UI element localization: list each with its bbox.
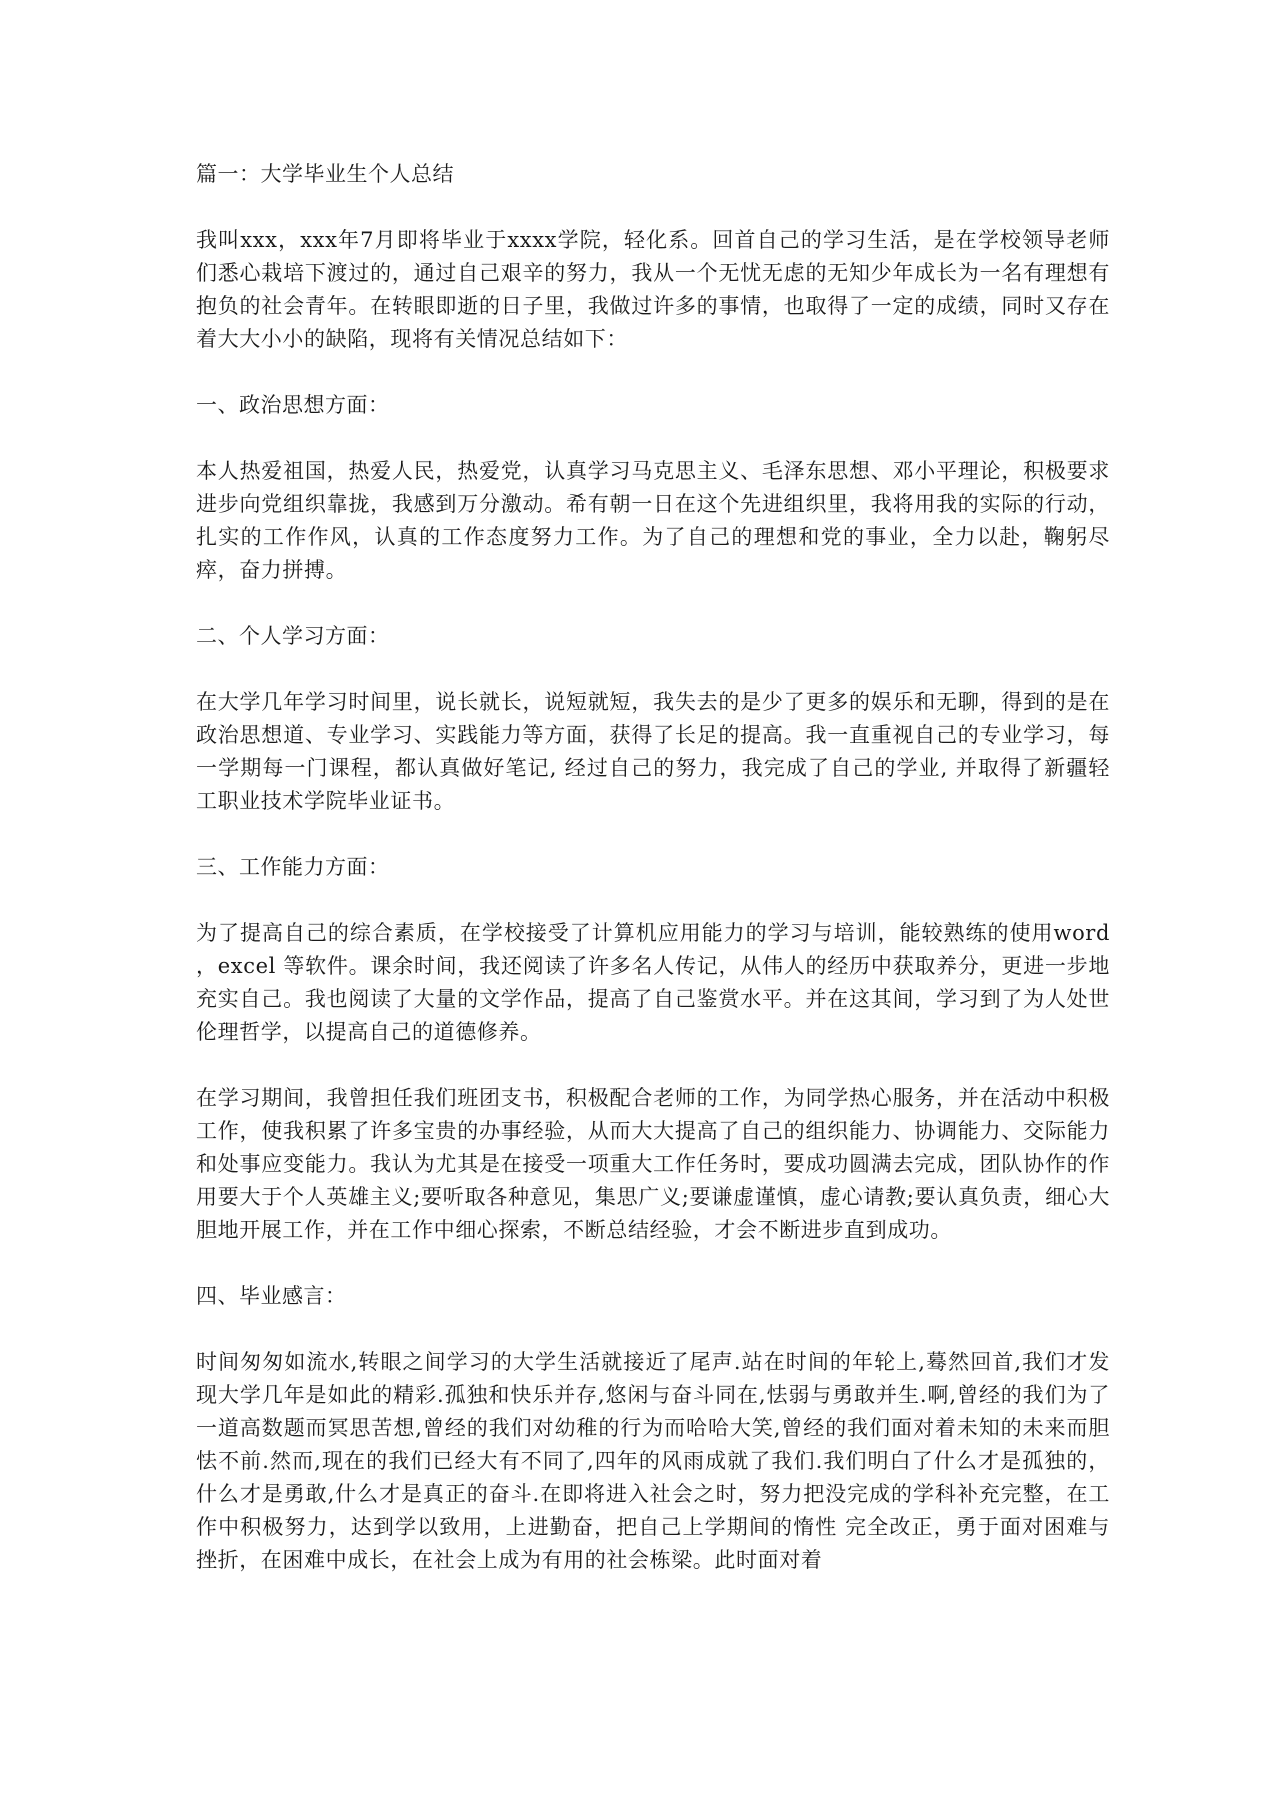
section-paragraph-work-ability-1: 为了提高自己的综合素质，在学校接受了计算机应用能力的学习与培训，能较熟练的使用word ，excel 等软件。课余时间，我还阅读了许多名人传记，从伟人的经历中获取养分，更进一步地充实自己。我也阅读了大量的文学作品，提高了自己鉴赏水平。并在这其间，学习到了为人处世伦理哲学，以提高自己的道德修养。 (196, 921, 1110, 1044)
section-paragraph-work-ability-2: 在学习期间，我曾担任我们班团支书，积极配合老师的工作，为同学热心服务，并在活动中积极工作，使我积累了许多宝贵的办事经验，从而大大提高了自己的组织能力、协调能力、交际能力和处事应变能力。我认为尤其是在接受一项重大工作任务时，要成功圆满去完成，团队协作的作用要大于个人英雄主义;要听取各种意见，集思广义;要谦虚谨慎，虚心请教;要认真负责，细心大胆地开展工作，并在工作中细心探索，不断总结经验，才会不断进步直到成功。 (196, 1086, 1110, 1242)
section-title-study: 二、个人学习方面： (196, 624, 390, 648)
section-paragraph-study: 在大学几年学习时间里，说长就长，说短就短，我失去的是少了更多的娱乐和无聊，得到的是在政治思想道、专业学习、实践能力等方面，获得了长足的提高。我一直重视自己的专业学习，每一学期每一门课程，都认真做好笔记, 经过自己的努力，我完成了自己的学业, 并取得了新疆轻工职业技术学院毕业证书。 (196, 690, 1110, 813)
section-title-graduation-thoughts: 四、毕业感言： (196, 1284, 347, 1308)
section-paragraph-graduation-thoughts: 时间匆匆如流水,转眼之间学习的大学生活就接近了尾声.站在时间的年轮上,蓦然回首,我们才发现大学几年是如此的精彩.孤独和快乐并存,悠闲与奋斗同在,怯弱与勇敢并生.啊,曾经的我们为了一道高数题而冥思苦想,曾经的我们对幼稚的行为而哈哈大笑,曾经的我们面对着未知的未来而胆怯不前.然而,现在的我们已经大有不同了,四年的风雨成就了我们.我们明白了什么才是孤独的，什么才是勇敢,什么才是真正的奋斗.在即将进入社会之时，努力把没完成的学科补充完整，在工作中积极努力，达到学以致用，上进勤奋，把自己上学期间的惰性 完全改正，勇于面对困难与挫折，在困难中成长，在社会上成为有用的社会栋梁。此时面对着 (196, 1350, 1110, 1572)
document-title: 篇一：大学毕业生个人总结 (196, 162, 454, 186)
intro-paragraph: 我叫xxx，xxx年7月即将毕业于xxxx学院，轻化系。回首自己的学习生活，是在学校领导老师们悉心栽培下渡过的，通过自己艰辛的努力，我从一个无忧无虑的无知少年成长为一名有理想有抱负的社会青年。在转眼即逝的日子里，我做过许多的事情，也取得了一定的成绩，同时又存在着大大小小的缺陷，现将有关情况总结如下： (196, 228, 1110, 351)
section-paragraph-politics: 本人热爱祖国，热爱人民，热爱党，认真学习马克思主义、毛泽东思想、邓小平理论，积极要求进步向党组织靠拢，我感到万分激动。希有朝一日在这个先进组织里，我将用我的实际的行动，扎实的工作作风，认真的工作态度努力工作。为了自己的理想和党的事业，全力以赴，鞠躬尽瘁，奋力拼搏。 (196, 459, 1110, 582)
section-title-politics: 一、政治思想方面： (196, 393, 390, 417)
section-title-work-ability: 三、工作能力方面： (196, 855, 390, 879)
